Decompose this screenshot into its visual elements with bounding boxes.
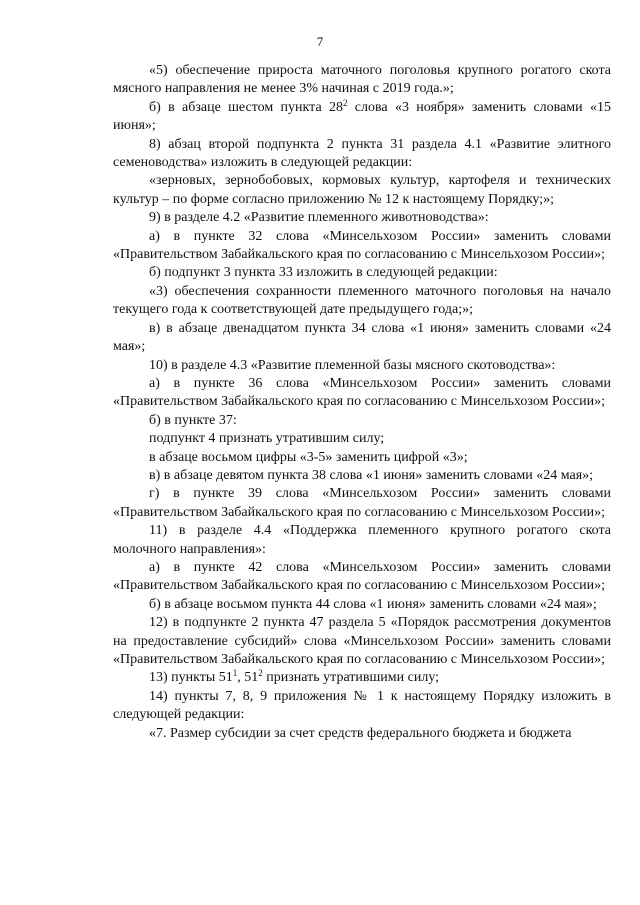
- superscript-2: 2: [342, 97, 348, 108]
- paragraph-06: а) в пункте 32 слова «Минсельхозом России» заменить словами «Правительством Забайкальского края по согласованию с Минсельхозом России»;: [113, 228, 611, 263]
- paragraph-17: 11) в разделе 4.4 «Поддержка племенного крупного рогатого скота молочного направления»:: [113, 523, 611, 557]
- paragraph-07: б) подпункт 3 пункта 33 изложить в следующей редакции:: [149, 265, 498, 281]
- paragraph-23: «7. Размер субсидии за счет средств федерального бюджета и бюджета: [149, 725, 572, 741]
- paragraph-15: в) в абзаце девятом пункта 38 слова «1 июня» заменить словами «24 мая»;: [149, 467, 594, 483]
- paragraph-10: 10) в разделе 4.3 «Развитие племенной базы мясного скотоводства»:: [149, 357, 556, 373]
- paragraph-19: б) в абзаце восьмом пункта 44 слова «1 июня» заменить словами «24 мая»;: [149, 596, 597, 612]
- paragraph-02-text-end: слова «3 ноября» заменить словами «15 июня»;: [113, 99, 611, 134]
- paragraph-16: г) в пункте 39 слова «Минсельхозом России» заменить словами «Правительством Забайкальского края по согласованию с Минсельхозом России»;: [113, 486, 611, 520]
- page-number: 7: [316, 34, 324, 49]
- paragraph-22: 14) пункты 7, 8, 9 приложения № 1 к настоящему Порядку изложить в следующей редакции:: [113, 688, 611, 723]
- paragraph-21-text-middle: , 51: [237, 670, 259, 686]
- paragraph-08: «3) обеспечения сохранности племенного маточного поголовья на начало текущего года к соответствующей дате предыдущего года;»;: [113, 283, 611, 318]
- superscript-2b: 2: [258, 668, 263, 679]
- paragraph-02-text-start: б) в абзаце шестом пункта 28: [149, 99, 343, 115]
- paragraph-04: «зерновых, зернобобовых, кормовых культур, картофеля и технических культур – по форме согласно приложению № 12 к настоящему Порядку;»;: [113, 173, 611, 207]
- paragraph-21: [113, 669, 611, 687]
- paragraph-05: 9) в разделе 4.2 «Развитие племенного животноводства»:: [149, 210, 489, 226]
- paragraph-14: в абзаце восьмом цифры «3-5» заменить цифрой «3»;: [149, 449, 468, 465]
- paragraph-18: а) в пункте 42 слова «Минсельхозом России» заменить словами «Правительством Забайкальского края по согласованию с Минсельхозом России»;: [113, 559, 611, 594]
- paragraph-02: [113, 99, 611, 136]
- superscript-1: 1: [232, 668, 238, 679]
- paragraph-09: в) в абзаце двенадцатом пункта 34 слова «1 июня» заменить словами «24 мая»;: [113, 320, 611, 355]
- document-body: [113, 62, 611, 743]
- paragraph-12: б) в пункте 37:: [149, 412, 237, 428]
- paragraph-01: «5) обеспечение прироста маточного поголовья крупного рогатого скота мясного направления не менее 3% начиная с 2019 года.»;: [113, 63, 611, 97]
- paragraph-20: 12) в подпункте 2 пункта 47 раздела 5 «Порядок рассмотрения документов на предоставление субсидий» слова «Минсельхозом России» заменить словами «Правительством Забайкальского края по согласованию с Минсельхозом России»;: [113, 615, 611, 667]
- paragraph-11: а) в пункте 36 слова «Минсельхозом России» заменить словами «Правительством Забайкальского края по согласованию с Минсельхозом России»;: [113, 375, 611, 410]
- paragraph-03: 8) абзац второй подпункта 2 пункта 31 раздела 4.1 «Развитие элитного семеноводства» изложить в следующей редакции:: [113, 136, 611, 171]
- paragraph-21-text-end: признать утратившими силу;: [262, 670, 440, 686]
- paragraph-13: подпункт 4 признать утратившим силу;: [149, 431, 385, 447]
- paragraph-21-text-start: 13) пункты 51: [149, 670, 233, 686]
